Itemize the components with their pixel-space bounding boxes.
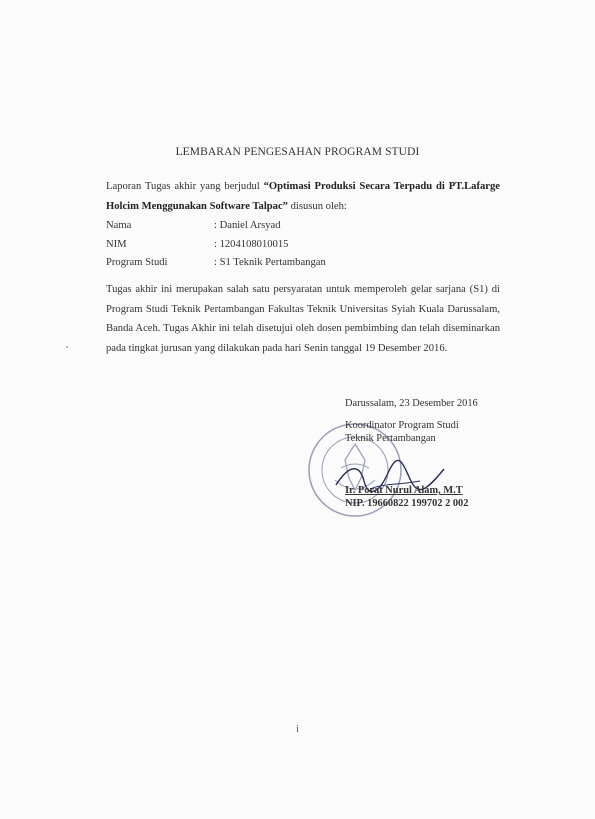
place-date: Darussalam, 23 Desember 2016 [345, 398, 478, 409]
field-value: : 1204108010015 [214, 238, 289, 250]
thesis-title: “Optimasi Produksi Secara Terpadu di PT.Lafarge Holcim Menggunakan Software Talpac” [106, 181, 500, 212]
field-label: Nama [106, 220, 132, 231]
field-label: NIM [106, 238, 127, 250]
signature-block [345, 398, 505, 509]
field-row-nim [106, 237, 326, 254]
intro-suffix: disusun oleh: [287, 200, 347, 212]
field-value: : Daniel Arsyad [214, 220, 281, 231]
page-title: LEMBARAN PENGESAHAN PROGRAM STUDI [175, 146, 420, 158]
signer-role-1: Koordinator Program Studi [345, 420, 459, 431]
intro-prefix: Laporan Tugas akhir yang berjudul [106, 181, 264, 192]
field-value: : S1 Teknik Pertambangan [214, 257, 326, 268]
intro-paragraph [106, 177, 500, 216]
field-label: Program Studi [106, 257, 168, 268]
signer-role-2: Teknik Pertambangan [345, 433, 436, 444]
signer-name: Ir. Porat Nurul Alam, M.T [345, 485, 463, 496]
student-info [106, 218, 326, 272]
page-number: i [296, 724, 299, 735]
scan-speck [66, 346, 68, 348]
body-paragraph: Tugas akhir ini merupakan salah satu persyaratan untuk memperoleh gelar sarjana (S1) di Program Studi Teknik Pertambangan Fakultas Teknik Universitas Syiah Kuala Darussalam, Banda Aceh. Tugas Akhir ini telah disetujui oleh dosen pembimbing dan telah diseminarkan pada tingkat jurusan yang dilakukan pada hari Senin tanggal 19 Desember 2016. [106, 284, 500, 354]
signer-nip: NIP. 19660822 199702 2 002 [345, 498, 469, 509]
field-row-name [106, 218, 326, 235]
field-row-program [106, 255, 326, 272]
